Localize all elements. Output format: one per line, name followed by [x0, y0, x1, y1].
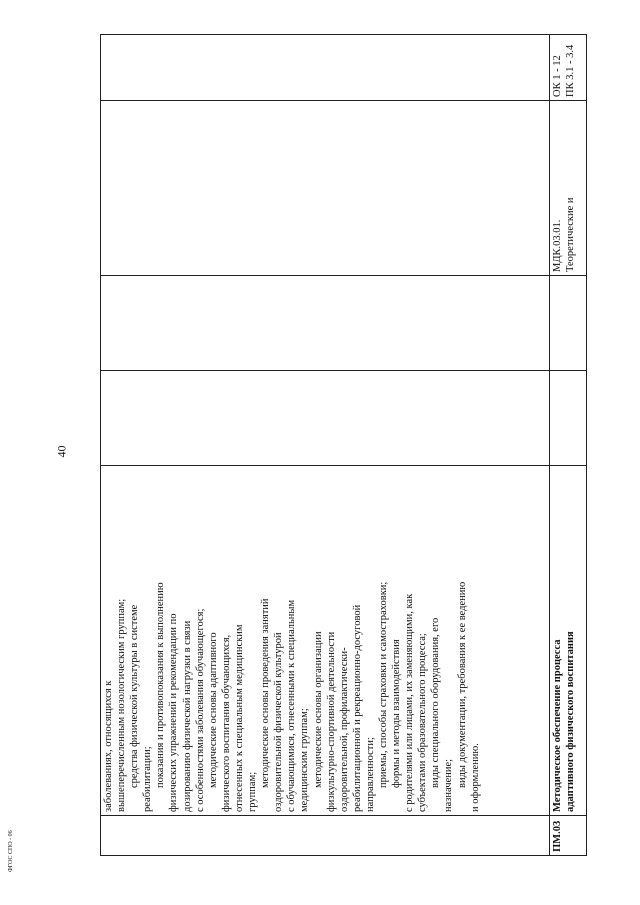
table-row-knowledge [101, 35, 550, 856]
knowledge-line: с родителями или лицами, их заменяющими, как [404, 593, 416, 812]
knowledge-line: реабилитационной и рекреационно-досуговой [351, 604, 363, 812]
knowledge-line: виды документации, требования к ее ведению [456, 581, 468, 788]
knowledge-line: отнесенных к специальным медицинским [233, 624, 245, 812]
knowledge-line: формы и методы взаимодействия [391, 639, 403, 788]
empty-cell-a [101, 371, 550, 466]
knowledge-line: и оформлению. [469, 743, 481, 812]
pm-empty-cell-a [550, 371, 587, 466]
empty-cell-c [101, 101, 550, 276]
knowledge-line: направленности; [364, 737, 376, 812]
pm-empty-cell-b [550, 276, 587, 371]
knowledge-line: физического воспитания обучающихся, [220, 634, 232, 812]
module-title-line2: адаптивного физического воспитания [565, 631, 577, 812]
module-title-cell [550, 466, 587, 816]
footer-code: ФГОС СПО - 06 [8, 830, 14, 872]
knowledge-line: реабилитации; [142, 746, 154, 812]
knowledge-description-cell [101, 466, 550, 816]
knowledge-line: вышеперечисленным нозологическим группам; [116, 598, 128, 812]
mdk-title: Теоретические и [565, 197, 577, 272]
knowledge-line: приемы, способы страховки и самостраховки; [377, 581, 389, 788]
knowledge-lines [102, 469, 482, 812]
page-number: 40 [54, 445, 69, 458]
module-code-cell [550, 816, 587, 856]
knowledge-line: заболеваниях, относящихся к [103, 680, 114, 812]
knowledge-line: назначение; [443, 758, 455, 812]
competences-cell [550, 35, 587, 101]
knowledge-line: средства физической культуры в системе [129, 604, 141, 788]
table-row-pm03 [550, 35, 587, 856]
module-code: ПМ.03 [552, 820, 563, 852]
professional-competences: ПК 3.1 - 3.4 [565, 44, 577, 97]
knowledge-line: дозированию физической нагрузки в связи [181, 620, 193, 812]
knowledge-line: показания и противопоказания к выполнению [155, 582, 167, 788]
knowledge-line: оздоровительной физической культурой [273, 632, 285, 812]
knowledge-line: методические основы организации [312, 631, 324, 788]
module-title-line1: Методическое обеспечение процесса [552, 639, 563, 812]
knowledge-line: медицинским группам; [299, 708, 311, 812]
knowledge-line: методические основы адаптивного [207, 632, 219, 788]
general-competences: ОК 1 - 12 [552, 55, 563, 97]
code-cell-empty [101, 816, 550, 856]
knowledge-line: оздоровительной, профилактически- [338, 647, 350, 812]
knowledge-line: физических упражнений и рекомендации по [168, 613, 180, 812]
knowledge-line: группам; [247, 771, 259, 812]
curriculum-table [100, 34, 587, 856]
knowledge-line: с особенностями заболевания обучающегося; [194, 608, 206, 812]
mdk-code: МДК.03.01. [552, 219, 563, 272]
empty-cell-b [101, 276, 550, 371]
knowledge-line: виды специального оборудования, его [430, 617, 442, 788]
knowledge-line: субъектами образовательного процесса; [417, 633, 429, 812]
mdk-cell [550, 101, 587, 276]
empty-cell-d [101, 35, 550, 101]
knowledge-line: методические основы проведения занятий [260, 598, 272, 788]
knowledge-line: с обучающимися, отнесенными к специальным [286, 599, 298, 812]
rotated-table-wrapper [100, 35, 584, 856]
knowledge-line: физкультурно-спортивной деятельности [325, 631, 337, 812]
